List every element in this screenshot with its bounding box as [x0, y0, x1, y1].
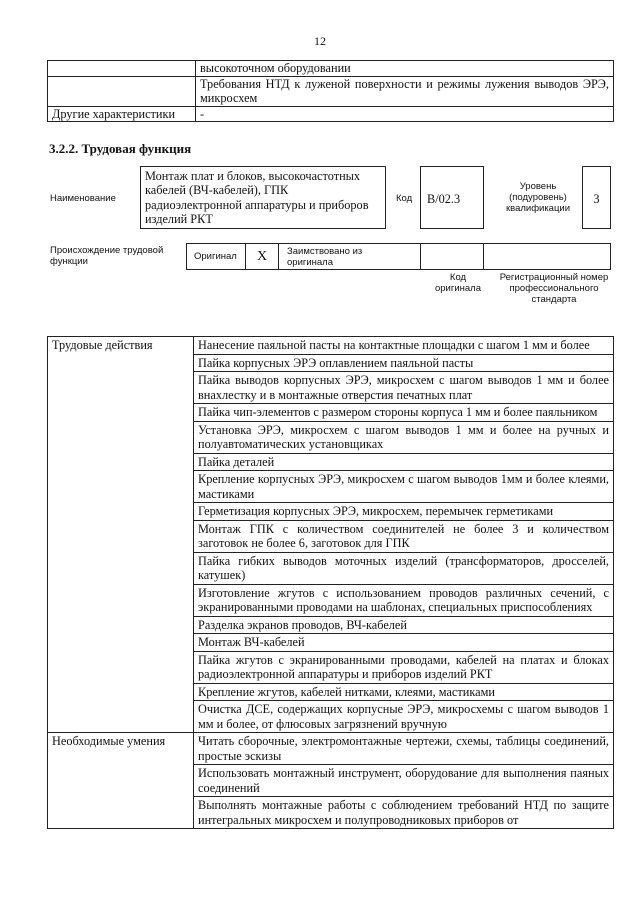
table-cell: Изготовление жгутов с использованием проводов различных сечений, с экранированными проводами на шаблонах, специальных приспособлениях	[194, 584, 614, 616]
table-cell: Пайка жгутов с экранированными проводами, кабелей на платах и блоках радиоэлектронной аппаратуры и приборов изделий РКТ	[194, 651, 614, 683]
level-label: Уровень (подуровень) квалификации	[505, 181, 571, 214]
main-table	[47, 336, 614, 829]
table-cell: Пайка деталей	[194, 453, 614, 471]
function-name: Монтаж плат и блоков, высокочастотных кабелей (ВЧ-кабелей), ГПК радиоэлектронной аппаратуры и приборов изделий РКТ	[140, 166, 386, 229]
table-row	[48, 61, 614, 77]
table-cell: Монтаж ГПК с количеством соединителей не более 3 и количеством заготовок не более 6, заготовок для ГПК	[194, 520, 614, 552]
table-row	[48, 337, 614, 355]
table-cell	[48, 76, 196, 106]
code-original-box	[420, 243, 484, 270]
section-title: 3.2.2. Трудовая функция	[49, 141, 192, 156]
name-label: Наименование	[50, 193, 116, 204]
table-cell: Использовать монтажный инструмент, оборудование для выполнения паяных соединений	[194, 765, 614, 797]
table-cell: Читать сборочные, электромонтажные чертежи, схемы, таблицы соединений, простые эскизы	[194, 733, 614, 765]
table-cell: Очистка ДСЕ, содержащих корпусные ЭРЭ, микросхемы с шагом выводов 1 мм и более, от флюсовых загрязнений вручную	[194, 701, 614, 733]
table-cell: Нанесение паяльной пасты на контактные площадки с шагом 1 мм и более	[194, 337, 614, 355]
table-cell: Крепление жгутов, кабелей нитками, клеями, мастиками	[194, 683, 614, 701]
table-cell: Пайка корпусных ЭРЭ оплавлением паяльной пасты	[194, 354, 614, 372]
code-label: Код	[396, 193, 413, 204]
page-number: 12	[314, 34, 326, 48]
code-value: B/02.3	[420, 166, 484, 229]
borrowed-label: Заимствовано из оригинала	[287, 246, 363, 268]
table-cell: высокоточном оборудовании	[196, 61, 614, 77]
table-cell: Монтаж ВЧ-кабелей	[194, 634, 614, 652]
table-row	[48, 733, 614, 765]
table-cell: Пайка гибких выводов моточных изделий (трансформаторов, дросселей, катушек)	[194, 552, 614, 584]
origin-label: Происхождение трудовой функции	[50, 245, 164, 267]
original-mark: X	[245, 243, 279, 270]
table-cell: Выполнять монтажные работы с соблюдением требований НТД по защите интегральных микросхем и полупроводниковых приборов от	[194, 797, 614, 829]
table-cell: Герметизация корпусных ЭРЭ, микросхем, перемычек герметиками	[194, 503, 614, 521]
table-cell: Установка ЭРЭ, микросхем с шагом выводов 1 мм и более на ручных и полуавтоматических установщиках	[194, 421, 614, 453]
top-table	[47, 60, 614, 122]
table-cell: Разделка экранов проводов, ВЧ-кабелей	[194, 616, 614, 634]
table-cell: Пайка чип-элементов с размером стороны корпуса 1 мм и более паяльником	[194, 404, 614, 422]
table-cell: Пайка выводов корпусных ЭРЭ, микросхем с шагом выводов 1 мм и более внахлестку и в монтажные отверстия печатных плат	[194, 372, 614, 404]
table-row	[48, 76, 614, 106]
reg-number-caption: Регистрационный номер профессионального стандарта	[499, 272, 609, 305]
table-cell: Требования НТД к луженой поверхности и режимы лужения выводов ЭРЭ, микросхем	[196, 76, 614, 106]
table-cell	[48, 61, 196, 77]
table-cell: -	[196, 106, 614, 122]
level-value: 3	[582, 166, 611, 229]
table-row	[48, 106, 614, 122]
code-original-caption: Код оригинала	[434, 272, 481, 294]
table-cell: Крепление корпусных ЭРЭ, микросхем с шагом выводов 1мм и более клеями, мастиками	[194, 471, 614, 503]
original-label: Оригинал	[194, 251, 237, 262]
table-cell: Другие характеристики	[48, 106, 196, 122]
group-label-actions: Трудовые действия	[48, 337, 194, 733]
group-label-skills: Необходимые умения	[48, 733, 194, 829]
